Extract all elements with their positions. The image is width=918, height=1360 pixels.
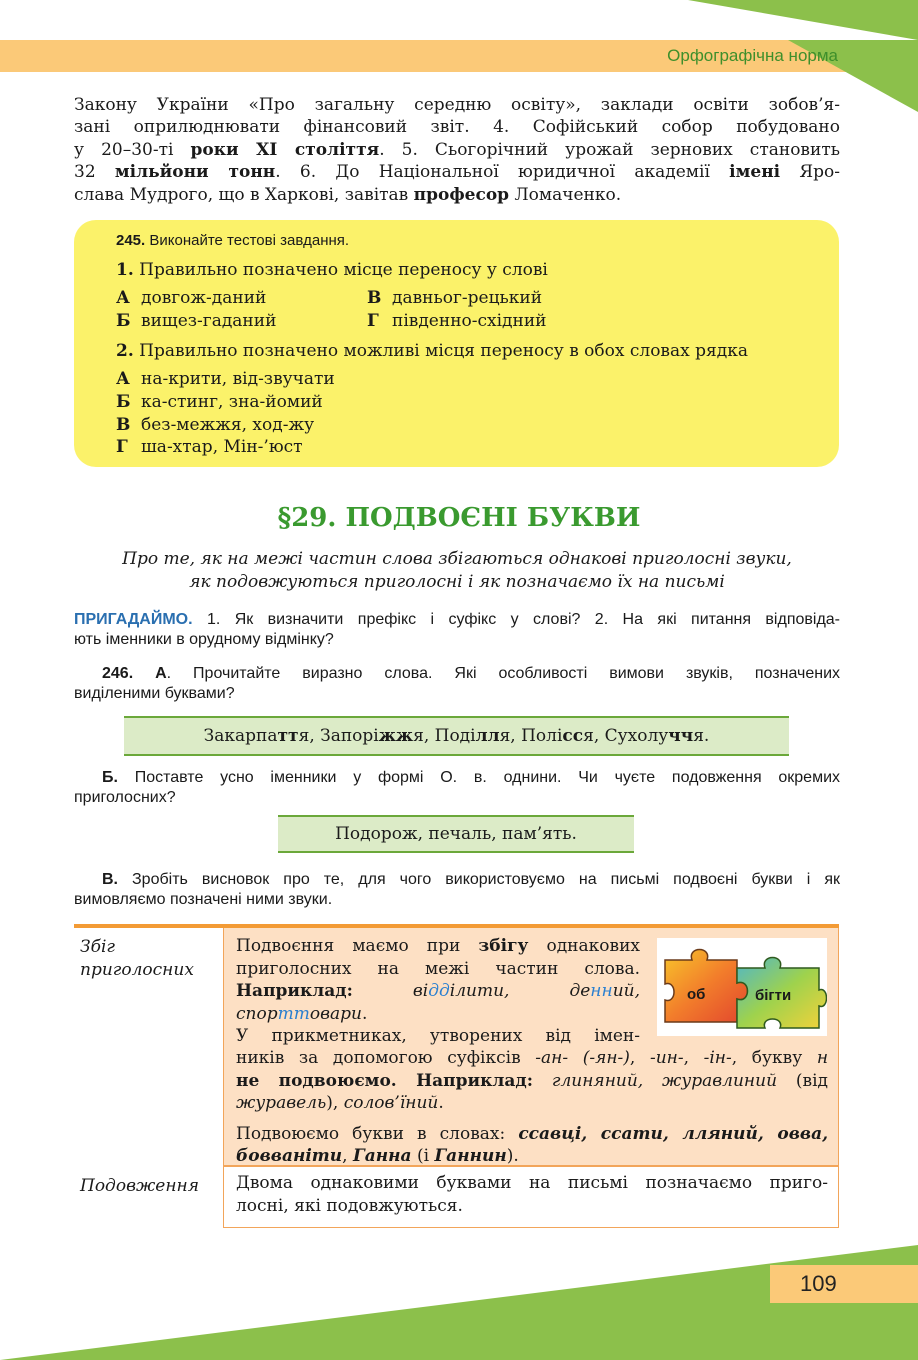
task-246-b xyxy=(74,768,840,808)
puzzle-label-left: об xyxy=(687,986,706,1003)
rule-text: ). xyxy=(506,1146,519,1166)
example-part: ий, xyxy=(612,981,640,1001)
intro-text: Яро- xyxy=(780,162,840,183)
example-word: журавель xyxy=(236,1093,327,1113)
intro-bold: імені xyxy=(729,162,781,183)
task-246-b-line-2: приголосних? xyxy=(74,789,176,806)
question-number: 2. xyxy=(116,341,134,361)
letter: н xyxy=(816,1048,829,1068)
option-letter: А xyxy=(116,288,130,308)
page-number-tab xyxy=(770,1265,918,1303)
intro-text: . 5. Сьогорічний урожай зернових становить xyxy=(379,139,840,160)
rule-text: . xyxy=(361,1003,368,1024)
recall-line-1 xyxy=(74,610,840,630)
q2-option-v xyxy=(116,414,314,437)
cell1-text-top xyxy=(236,935,640,1048)
intro-line-5 xyxy=(74,184,840,206)
option-text: на-крити, від-звучати xyxy=(141,369,335,389)
task-246-v-line-2: вимовляємо позначені ними звуки. xyxy=(74,891,333,908)
cell1-line-7 xyxy=(236,1070,828,1093)
cell1-line-8 xyxy=(236,1092,828,1115)
question-number: 1. xyxy=(116,260,134,280)
intro-bold: професор xyxy=(413,184,510,205)
example-word: Ганна xyxy=(352,1146,412,1166)
option-letter: Б xyxy=(116,392,131,412)
task-246-a-line-1 xyxy=(74,664,840,684)
task-text: Зробіть висновок про те, для чого використовуємо на письмі подвоєні букви і як xyxy=(118,871,840,888)
example-part: ві xyxy=(412,981,429,1001)
highlighted-letters: жж xyxy=(378,726,414,746)
option-text: без-межжя, ход-жу xyxy=(141,415,315,435)
task-number: 245. xyxy=(116,232,146,249)
word-box-regions xyxy=(124,716,789,756)
task-246-a-line-2: виділеними буквами? xyxy=(74,685,235,702)
intro-bold: роки XI століття xyxy=(190,139,380,160)
subtitle-line: як подовжуються приголосні і як позначаємо їх на письмі xyxy=(189,572,725,592)
option-letter: Б xyxy=(116,311,131,331)
task-label: В. xyxy=(102,871,118,888)
example-word: солов’їний xyxy=(343,1093,439,1113)
rule-text: ), xyxy=(326,1093,344,1113)
word-text: я, Поді xyxy=(413,726,476,746)
option-letter: Г xyxy=(116,437,128,457)
intro-paragraph xyxy=(74,94,840,206)
q1-option-h xyxy=(367,310,547,333)
section-subtitle xyxy=(74,548,840,594)
example-word: ссавці, ссати, лляний, овва, xyxy=(518,1123,829,1144)
recall-label: ПРИГАДАЙМО. xyxy=(74,611,193,628)
cell1-line-9 xyxy=(236,1123,828,1146)
task-246-v xyxy=(74,870,840,910)
word-box-nouns: Подорож, печаль, пам’ять. xyxy=(278,815,634,853)
header-decoration-top xyxy=(688,0,918,40)
task-number: 246. А xyxy=(102,665,167,682)
example-word xyxy=(569,980,640,1003)
option-text: ша-хтар, Мін-’юст xyxy=(141,437,303,457)
option-letter: В xyxy=(116,415,131,435)
example-word: глиняний, журавлиний xyxy=(551,1070,778,1091)
intro-line-4 xyxy=(74,161,840,183)
recall-paragraph xyxy=(74,610,840,650)
q2-option-a xyxy=(116,368,335,391)
intro-text: у 20–30-ті xyxy=(74,139,191,160)
intro-text: Ломаченко. xyxy=(509,184,622,205)
puzzle-piece-left xyxy=(665,950,748,1023)
task-text: Поставте усно іменники у формі О. в. однини. Чи чуєте подовження окремих xyxy=(117,769,840,786)
example-word xyxy=(413,980,510,1003)
option-letter: Г xyxy=(367,311,379,331)
example-highlight: дд xyxy=(428,981,450,1001)
cell1-line-1 xyxy=(236,935,640,958)
task-text: . Прочитайте виразно слова. Які особливості вимови звуків, позначених xyxy=(166,665,841,682)
highlighted-letters: лл xyxy=(475,726,500,746)
cell1-line-6 xyxy=(236,1047,828,1070)
example-part: де xyxy=(569,981,591,1001)
intro-line-3 xyxy=(74,139,840,161)
task-246-v-line-1 xyxy=(74,870,840,890)
intro-line-2: зані оприлюднювати фінансовий звіт. 4. Софійський собор побудовано xyxy=(74,117,840,138)
recall-line-2: ють іменники в орудному відмінку? xyxy=(74,631,334,648)
intro-line-1: Закону України «Про загальну середню освіту», заклади освіти зобов’я- xyxy=(74,95,840,115)
rule-text: ників за допомогою суфіксів xyxy=(236,1048,536,1068)
rule-text: . xyxy=(438,1093,444,1113)
cell1-line-2: приголосних на межі частин слова. xyxy=(236,958,640,979)
q2-option-b xyxy=(116,391,323,414)
word-text: я. xyxy=(693,726,710,746)
option-text: вищез-гаданий xyxy=(141,311,277,331)
example-highlight: тт xyxy=(277,1003,310,1024)
word-text: я, Полі xyxy=(499,726,563,746)
table-term-coincidence xyxy=(80,936,194,981)
suffix: -ін- xyxy=(703,1048,732,1068)
term-line: приголосних xyxy=(80,959,194,980)
task-245-heading xyxy=(116,232,349,249)
question-2 xyxy=(116,340,748,363)
task-label: Б. xyxy=(102,769,118,786)
option-text: довгож-даний xyxy=(141,288,267,308)
highlighted-letters: сс xyxy=(562,726,584,746)
cell2-line-1: Двома однаковими буквами на письмі позначаємо приго- xyxy=(236,1173,828,1193)
example-highlight: нн xyxy=(590,981,613,1001)
intro-bold: мільйони тонн xyxy=(114,162,276,183)
rule-text xyxy=(533,1071,552,1091)
puzzle-label-right: бігти xyxy=(755,987,792,1004)
example-part: спор xyxy=(236,1003,278,1024)
subtitle-line: Про те, як на межі частин слова збігаються однакові приголосні звуки, xyxy=(122,549,792,569)
suffix: -ин- xyxy=(649,1048,684,1068)
task-246-b-line-1 xyxy=(74,768,840,788)
question-text: Правильно позначено місце переносу у слові xyxy=(133,260,548,280)
rule-bold: не подвоюємо. Наприклад: xyxy=(236,1070,533,1091)
question-text: Правильно позначено можливі місця переносу в обох словах рядка xyxy=(133,341,748,361)
q1-option-a xyxy=(116,287,266,310)
option-letter: А xyxy=(116,369,130,389)
option-text: південно-східний xyxy=(392,311,547,331)
term-line: Збіг xyxy=(80,937,115,957)
running-header-title: Орфографічна норма xyxy=(667,46,838,65)
table-term-lengthening: Подовження xyxy=(80,1176,199,1196)
cell1-line-3 xyxy=(236,980,640,1003)
intro-text: слава Мудрого, що в Харкові, завітав xyxy=(74,184,414,205)
cell1-line-4 xyxy=(236,1003,640,1026)
recall-text: 1. Як визначити префікс і суфікс у слові? 2. На які питання відповіда- xyxy=(192,611,840,628)
option-letter: В xyxy=(367,288,382,308)
puzzle-illustration xyxy=(657,938,827,1036)
rule-text: (від xyxy=(777,1070,829,1091)
cell2-text xyxy=(236,1172,828,1217)
cell2-line-2: лосні, які подовжуються. xyxy=(236,1195,463,1216)
task-text: Виконайте тестові завдання. xyxy=(145,232,350,249)
example-part: ілити, xyxy=(449,981,510,1001)
rule-text: (і xyxy=(411,1146,435,1166)
word-text: я, Запорі xyxy=(298,726,379,746)
page-number: 109 xyxy=(800,1271,837,1296)
option-text: давньог-рецький xyxy=(392,288,543,308)
q1-option-b xyxy=(116,310,276,333)
example-word: Ганнин xyxy=(434,1146,507,1166)
rule-text: , xyxy=(629,1048,650,1068)
cell1-line-5: У прикметниках, утворених від імен- xyxy=(236,1026,640,1046)
highlighted-letters: тт xyxy=(277,726,299,746)
word-text: я, Сухолу xyxy=(583,726,669,746)
rule-text: , xyxy=(683,1048,704,1068)
rule-text: Подвоюємо букви в словах: xyxy=(236,1123,519,1144)
rule-bold: Наприклад: xyxy=(236,981,353,1001)
rule-text: , букву xyxy=(731,1048,817,1068)
rule-bold: збігу xyxy=(478,936,529,956)
rule-text: однакових xyxy=(528,936,640,956)
cell1-text-bottom xyxy=(236,1047,828,1168)
q2-option-h xyxy=(116,436,303,459)
suffix: -ан- (-ян-) xyxy=(535,1048,630,1068)
intro-text: 32 xyxy=(74,162,115,183)
rule-text: Подвоєння маємо при xyxy=(236,936,479,956)
highlighted-letters: чч xyxy=(668,726,694,746)
example-part: овари xyxy=(309,1003,362,1024)
q1-option-v xyxy=(367,287,542,310)
example-word: бовваніти xyxy=(236,1146,343,1166)
word-text: Закарпа xyxy=(203,726,278,746)
question-1 xyxy=(116,259,548,282)
section-title: §29. ПОДВОЄНІ БУКВИ xyxy=(277,503,641,533)
task-246-a xyxy=(74,664,840,704)
cell1-line-10 xyxy=(236,1145,828,1168)
rule-text: , xyxy=(342,1146,353,1166)
intro-text: . 6. До Національної юридичної академії xyxy=(275,162,730,183)
option-text: ка-стинг, зна-йомий xyxy=(141,392,323,412)
